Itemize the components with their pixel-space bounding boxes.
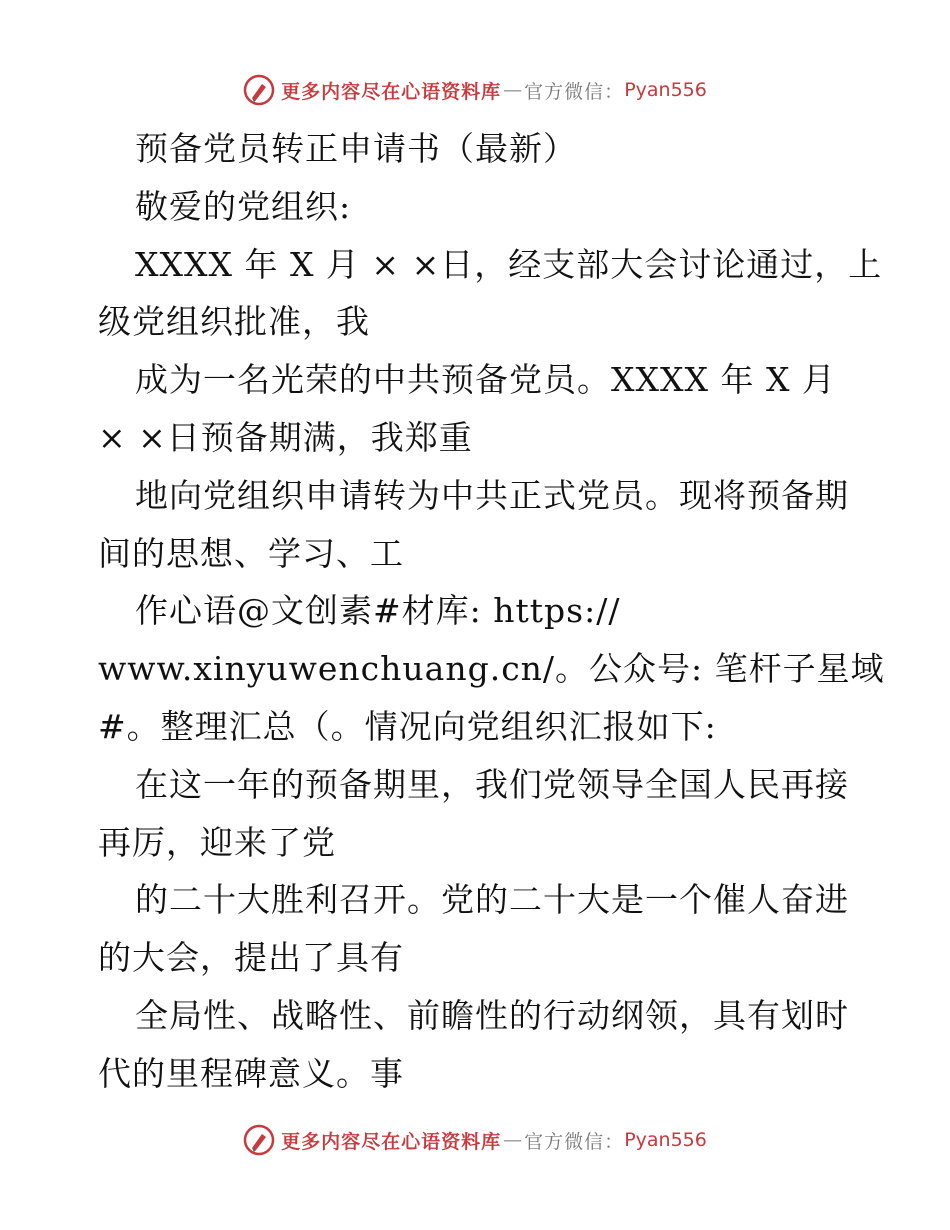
paragraph-line: 级党组织批准，我 xyxy=(98,302,370,342)
pen-nib-logo-icon xyxy=(243,1124,275,1156)
document-title: 预备党员转正申请书（最新） xyxy=(135,129,577,168)
footer-watermark-banner xyxy=(0,1122,950,1158)
paragraph-line: 全局性、战略性、前瞻性的行动纲领，具有划时 xyxy=(135,995,849,1035)
watermark-wechat-id: Pyan556 xyxy=(624,79,707,101)
paragraph-line: 在这一年的预备期里，我们党领导全国人民再接 xyxy=(135,764,849,804)
header-watermark-banner xyxy=(0,72,950,108)
paragraph-line: 代的里程碑意义。事 xyxy=(98,1053,404,1093)
paragraph-line: 再厉，迎来了党 xyxy=(98,822,336,862)
salutation: 敬爱的党组织: xyxy=(135,186,352,226)
pen-nib-logo-icon xyxy=(243,74,275,106)
paragraph-line: 的二十大胜利召开。党的二十大是一个催人奋进 xyxy=(135,880,849,920)
watermark-wechat-id: Pyan556 xyxy=(624,1129,707,1151)
watermark-separator: — xyxy=(503,1129,523,1151)
watermark-main-text: 更多内容尽在心语资料库 xyxy=(281,80,502,103)
paragraph-line: × ×日预备期满，我郑重 xyxy=(98,417,473,457)
watermark-separator: — xyxy=(503,79,523,101)
paragraph-line: XXXX 年 X 月 × ×日，经支部大会讨论通过，上 xyxy=(135,244,883,284)
paragraph-line: 成为一名光荣的中共预备党员。XXXX 年 X 月 xyxy=(135,360,836,400)
paragraph-line: www.xinyuwenchuang.cn/。公众号: 笔杆子星域 xyxy=(98,649,885,689)
paragraph-line: 间的思想、学习、工 xyxy=(98,533,404,573)
document-body xyxy=(98,120,885,1103)
paragraph-line: #。整理汇总（。情况向党组织汇报如下: xyxy=(98,706,717,746)
paragraph-line: 的大会，提出了具有 xyxy=(98,938,404,978)
paragraph-line: 地向党组织申请转为中共正式党员。现将预备期 xyxy=(135,475,849,515)
paragraph-line: 作心语@文创素#材库: https:// xyxy=(135,591,621,631)
watermark-sub-text: 官方微信： xyxy=(524,1130,625,1153)
watermark-sub-text: 官方微信： xyxy=(524,80,625,103)
watermark-main-text: 更多内容尽在心语资料库 xyxy=(281,1130,502,1153)
